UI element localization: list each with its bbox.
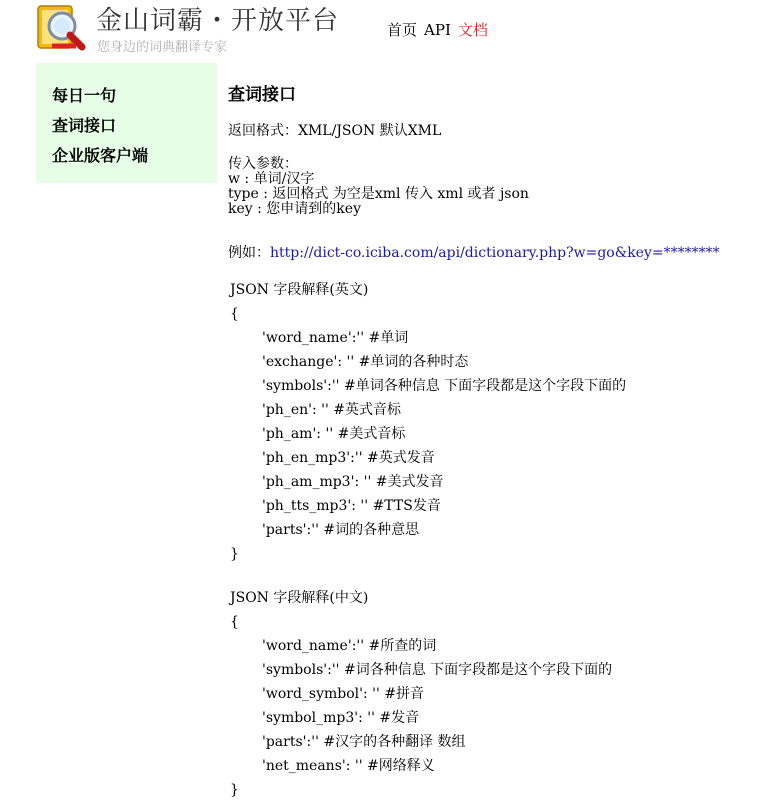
code-line: 'parts':'' #汉字的各种翻译 数组 bbox=[262, 734, 466, 750]
param-w: w : 单词/汉字 bbox=[228, 171, 315, 187]
example-line bbox=[228, 246, 720, 261]
example-url-link[interactable]: http://dict-co.iciba.com/api/dictionary.php?w=go&key=******** bbox=[270, 245, 720, 261]
code-line: 'symbols':'' #词各种信息 下面字段都是这个字段下面的 bbox=[262, 662, 613, 678]
json-chinese-title: JSON 字段解释(中文) bbox=[230, 590, 369, 606]
return-format-text: 返回格式：XML/JSON 默认XML bbox=[228, 123, 442, 139]
code-line: 'ph_tts_mp3': '' #TTS发音 bbox=[262, 498, 441, 514]
param-key: key : 您申请到的key bbox=[228, 201, 361, 217]
site-title: 金山词霸・开放平台 bbox=[96, 6, 340, 36]
dictionary-magnifier-logo-icon[interactable] bbox=[36, 2, 88, 52]
code-line: 'ph_am_mp3': '' #美式发音 bbox=[262, 474, 444, 490]
code-line: 'parts':'' #词的各种意思 bbox=[262, 522, 420, 538]
json-english-block bbox=[230, 278, 626, 566]
params-title: 传入参数： bbox=[228, 156, 298, 172]
json-english-title: JSON 字段解释(英文) bbox=[230, 282, 369, 298]
top-nav bbox=[387, 19, 495, 40]
code-line: 'exchange': '' #单词的各种时态 bbox=[262, 354, 469, 370]
code-line: 'symbol_mp3': '' #发音 bbox=[262, 710, 420, 726]
sidebar-item-lookup-api[interactable]: 查词接口 bbox=[52, 116, 117, 135]
code-line: 'net_means': '' #网络释义 bbox=[262, 758, 435, 774]
param-type: type : 返回格式 为空是xml 传入 xml 或者 json bbox=[228, 186, 529, 202]
nav-home-link[interactable]: 首页 bbox=[387, 21, 418, 39]
code-line: 'ph_am': '' #美式音标 bbox=[262, 426, 406, 442]
nav-api-link[interactable]: API bbox=[424, 21, 451, 39]
site-subtitle: 您身边的词典翻译专家 bbox=[97, 40, 228, 55]
code-line: 'symbols':'' #单词各种信息 下面字段都是这个字段下面的 bbox=[262, 378, 627, 394]
code-line: 'ph_en_mp3':'' #英式发音 bbox=[262, 450, 435, 466]
site-header bbox=[0, 0, 776, 62]
code-line: 'word_name':'' #单词 bbox=[262, 330, 409, 346]
code-line: 'word_name':'' #所查的词 bbox=[262, 638, 437, 654]
code-line: 'word_symbol': '' #拼音 bbox=[262, 686, 425, 702]
sidebar-item-daily-sentence[interactable]: 每日一句 bbox=[52, 86, 117, 105]
json-chinese-block bbox=[230, 586, 612, 802]
sidebar-item-enterprise-client[interactable]: 企业版客户端 bbox=[52, 146, 149, 165]
nav-docs-link[interactable]: 文档 bbox=[457, 21, 488, 39]
code-line: { bbox=[230, 614, 239, 630]
params-section bbox=[228, 157, 529, 217]
code-line: 'ph_en': '' #英式音标 bbox=[262, 402, 402, 418]
page-title: 查词接口 bbox=[228, 85, 296, 105]
code-line: { bbox=[230, 306, 239, 322]
code-line: } bbox=[230, 546, 239, 562]
sidebar bbox=[36, 63, 217, 183]
example-label: 例如： bbox=[228, 245, 270, 261]
code-line: } bbox=[230, 782, 239, 798]
